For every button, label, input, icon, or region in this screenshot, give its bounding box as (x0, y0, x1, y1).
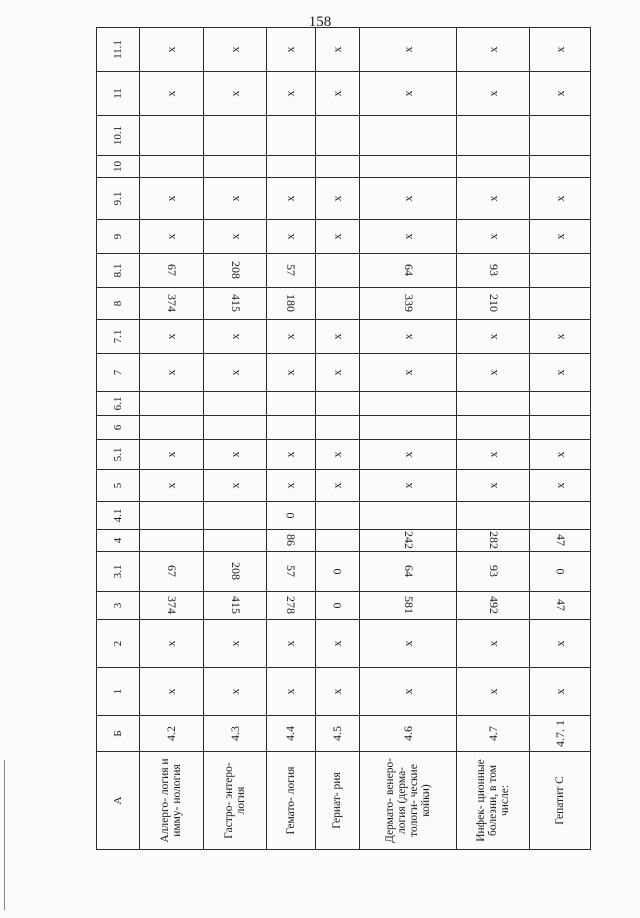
table-cell (360, 470, 457, 502)
table-cell (315, 28, 360, 72)
table-cell (204, 156, 267, 178)
table-cell (530, 668, 591, 716)
cell-value: 581 (401, 596, 416, 615)
column-header: 10 (97, 156, 140, 178)
cell-value: 57 (284, 264, 299, 277)
table-cell (267, 220, 316, 254)
table-cell (139, 156, 204, 178)
table-cell (139, 552, 204, 592)
cell-value: x (400, 451, 415, 458)
column-header: 3.1 (97, 552, 140, 592)
table-cell (457, 288, 530, 320)
statistics-table (96, 27, 591, 850)
table-cell (530, 440, 591, 470)
cell-value: 180 (284, 294, 299, 313)
table-cell (267, 552, 316, 592)
cell-value: x (552, 451, 567, 458)
cell-value: 4.7. 1 (552, 720, 567, 747)
table-cell (315, 288, 360, 320)
table-cell (360, 288, 457, 320)
column-header: А (97, 752, 140, 850)
table-cell (457, 320, 530, 354)
cell-value: x (283, 688, 298, 695)
cell-value: x (283, 233, 298, 240)
table-cell (360, 392, 457, 416)
row-name-cell: Гериат- рия (315, 752, 360, 850)
table-cell (457, 592, 530, 620)
table-cell (530, 354, 591, 392)
column-header: 7.1 (97, 320, 140, 354)
cell-value: x (400, 46, 415, 53)
table-cell (204, 320, 267, 354)
table-cell (360, 552, 457, 592)
table-cell (457, 72, 530, 116)
statistics-table-area (96, 40, 591, 850)
column-header: 5.1 (97, 440, 140, 470)
table-cell (315, 220, 360, 254)
table-cell (360, 530, 457, 552)
column-header: 5 (97, 470, 140, 502)
table-cell (267, 354, 316, 392)
cell-value: x (163, 369, 178, 376)
table-cell (530, 620, 591, 668)
cell-value: x (329, 482, 344, 489)
cell-value: x (552, 482, 567, 489)
cell-value: x (485, 451, 500, 458)
column-header: 11 (97, 72, 140, 116)
table-cell (139, 416, 204, 440)
table-cell (530, 28, 591, 72)
table-cell (204, 178, 267, 220)
cell-value: x (227, 482, 242, 489)
table-cell (530, 116, 591, 156)
table-cell (315, 440, 360, 470)
table-cell (360, 620, 457, 668)
table-cell (457, 620, 530, 668)
table-cell (360, 668, 457, 716)
cell-value: x (485, 333, 500, 340)
table-cell (139, 320, 204, 354)
table-cell (267, 156, 316, 178)
cell-value: x (163, 482, 178, 489)
table-cell (204, 530, 267, 552)
cell-value: x (329, 451, 344, 458)
column-header: 2 (97, 620, 140, 668)
cell-value: 208 (228, 562, 243, 581)
cell-value: x (552, 640, 567, 647)
table-cell (360, 254, 457, 288)
table-cell (267, 116, 316, 156)
table-cell (204, 354, 267, 392)
table-cell (139, 116, 204, 156)
cell-value: x (400, 333, 415, 340)
table-cell (315, 620, 360, 668)
table-cell (315, 552, 360, 592)
table-row (267, 28, 316, 850)
cell-value: x (163, 688, 178, 695)
cell-value: 57 (284, 565, 299, 578)
cell-value: x (485, 90, 500, 97)
cell-value: x (329, 233, 344, 240)
table-cell (530, 716, 591, 752)
table-cell (315, 530, 360, 552)
column-header: 8 (97, 288, 140, 320)
table-cell (267, 416, 316, 440)
cell-value: 47 (553, 599, 568, 612)
cell-value: x (400, 90, 415, 97)
column-header: 10.1 (97, 116, 140, 156)
table-cell (530, 416, 591, 440)
cell-value: 374 (164, 294, 179, 313)
cell-value: x (283, 482, 298, 489)
table-cell (457, 116, 530, 156)
cell-value: x (227, 640, 242, 647)
cell-value: x (552, 46, 567, 53)
table-cell (204, 716, 267, 752)
cell-value: x (227, 451, 242, 458)
table-cell (267, 254, 316, 288)
table-cell (315, 156, 360, 178)
table-cell (530, 288, 591, 320)
cell-value: 415 (228, 294, 243, 313)
table-cell (204, 416, 267, 440)
table-cell (315, 392, 360, 416)
cell-value: x (400, 688, 415, 695)
cell-value: x (227, 90, 242, 97)
cell-value: 67 (164, 565, 179, 578)
cell-value: x (163, 90, 178, 97)
table-cell (204, 254, 267, 288)
table-cell (139, 220, 204, 254)
cell-value: x (552, 369, 567, 376)
table-cell (267, 592, 316, 620)
column-header: 6.1 (97, 392, 140, 416)
column-header: 3 (97, 592, 140, 620)
cell-value: x (485, 482, 500, 489)
cell-value: x (552, 90, 567, 97)
row-name-cell: Дермато- венеро- логия (дерма- тологи- ческие койки) (360, 752, 457, 850)
table-cell (457, 668, 530, 716)
column-header: 6 (97, 416, 140, 440)
table-cell (267, 392, 316, 416)
column-header: 9.1 (97, 178, 140, 220)
cell-value: 4.6 (400, 726, 415, 741)
table-cell (530, 502, 591, 530)
cell-value: 278 (284, 596, 299, 615)
table-cell (139, 440, 204, 470)
row-name-cell: Гастро- энтеро- логия (204, 752, 267, 850)
column-header: 7 (97, 354, 140, 392)
cell-value: x (485, 233, 500, 240)
cell-value: x (329, 195, 344, 202)
table-cell (360, 320, 457, 354)
table-cell (267, 470, 316, 502)
table-cell (457, 392, 530, 416)
cell-value: x (329, 640, 344, 647)
table-row (457, 28, 530, 850)
column-header: 9 (97, 220, 140, 254)
table-cell (315, 470, 360, 502)
table-cell (204, 28, 267, 72)
table-cell (267, 620, 316, 668)
column-header: 8.1 (97, 254, 140, 288)
rotated-table-wrapper (96, 40, 591, 850)
table-cell (204, 220, 267, 254)
table-cell (139, 28, 204, 72)
cell-value: x (227, 195, 242, 202)
cell-value: x (283, 195, 298, 202)
table-cell (315, 668, 360, 716)
table-cell (204, 552, 267, 592)
cell-value: 4.5 (329, 726, 344, 741)
table-cell (530, 156, 591, 178)
table-cell (530, 592, 591, 620)
table-cell (204, 116, 267, 156)
cell-value: 64 (401, 565, 416, 578)
cell-value: x (163, 46, 178, 53)
table-cell (204, 592, 267, 620)
table-cell (457, 28, 530, 72)
cell-value: x (163, 233, 178, 240)
table-cell (139, 254, 204, 288)
cell-value: 415 (228, 596, 243, 615)
cell-value: 4.2 (163, 726, 178, 741)
cell-value: 47 (553, 534, 568, 547)
table-cell (530, 220, 591, 254)
table-cell (204, 668, 267, 716)
table-cell (139, 668, 204, 716)
table-cell (530, 530, 591, 552)
table-cell (139, 620, 204, 668)
table-row (530, 28, 591, 850)
cell-value: 208 (228, 261, 243, 280)
table-cell (204, 502, 267, 530)
table-cell (139, 178, 204, 220)
table-cell (267, 72, 316, 116)
cell-value: x (283, 333, 298, 340)
cell-value: 86 (284, 534, 299, 547)
cell-value: 4.3 (227, 726, 242, 741)
cell-value: x (329, 46, 344, 53)
table-row (204, 28, 267, 850)
table-cell (457, 502, 530, 530)
cell-value: 374 (164, 596, 179, 615)
page-number: 158 (308, 14, 332, 30)
cell-value: x (283, 46, 298, 53)
table-cell (267, 502, 316, 530)
margin-line (4, 760, 5, 910)
table-cell (360, 592, 457, 620)
cell-value: x (163, 451, 178, 458)
table-cell (139, 392, 204, 416)
table-cell (530, 470, 591, 502)
table-cell (360, 178, 457, 220)
table-cell (457, 440, 530, 470)
cell-value: 0 (329, 602, 344, 609)
row-name-cell: Инфек- ционные болезни, в том числе: (457, 752, 530, 850)
table-cell (360, 156, 457, 178)
cell-value: x (552, 688, 567, 695)
cell-value: x (552, 333, 567, 340)
cell-value: x (552, 233, 567, 240)
table-cell (139, 530, 204, 552)
cell-value: 4.4 (283, 726, 298, 741)
table-cell (457, 156, 530, 178)
cell-value: x (227, 46, 242, 53)
cell-value: 0 (329, 568, 344, 575)
table-cell (315, 320, 360, 354)
cell-value: x (329, 90, 344, 97)
table-cell (315, 116, 360, 156)
table-cell (204, 72, 267, 116)
table-cell (267, 288, 316, 320)
cell-value: x (400, 195, 415, 202)
cell-value: x (227, 688, 242, 695)
table-cell (360, 716, 457, 752)
table-cell (139, 354, 204, 392)
cell-value: x (400, 640, 415, 647)
table-cell (360, 440, 457, 470)
row-name-cell: Гемато- логия (267, 752, 316, 850)
table-cell (360, 72, 457, 116)
cell-value: 64 (401, 264, 416, 277)
cell-value: x (329, 369, 344, 376)
cell-value: x (227, 369, 242, 376)
table-cell (315, 502, 360, 530)
table-cell (267, 320, 316, 354)
cell-value: x (485, 369, 500, 376)
cell-value: x (163, 640, 178, 647)
cell-value: x (400, 369, 415, 376)
table-cell (315, 716, 360, 752)
cell-value: 339 (401, 294, 416, 313)
table-cell (267, 178, 316, 220)
column-header: 4.1 (97, 502, 140, 530)
table-cell (457, 354, 530, 392)
table-cell (315, 416, 360, 440)
cell-value: x (485, 46, 500, 53)
table-cell (139, 502, 204, 530)
cell-value: x (283, 369, 298, 376)
cell-value: x (227, 233, 242, 240)
column-header: 11.1 (97, 28, 140, 72)
table-cell (360, 220, 457, 254)
cell-value: x (485, 688, 500, 695)
table-cell (139, 72, 204, 116)
table-cell (530, 72, 591, 116)
column-header: 1 (97, 668, 140, 716)
cell-value: x (227, 333, 242, 340)
table-cell (457, 470, 530, 502)
table-cell (204, 440, 267, 470)
table-cell (530, 320, 591, 354)
table-cell (139, 288, 204, 320)
table-cell (457, 530, 530, 552)
table-cell (267, 440, 316, 470)
table-cell (315, 592, 360, 620)
cell-value: x (329, 333, 344, 340)
cell-value: 0 (552, 568, 567, 575)
row-name-cell: Аллерго- логия и имму- нология (139, 752, 204, 850)
row-name-cell: Гепатит С (530, 752, 591, 850)
cell-value: 210 (486, 294, 501, 313)
table-cell (457, 416, 530, 440)
cell-value: x (485, 640, 500, 647)
table-cell (360, 502, 457, 530)
table-cell (530, 178, 591, 220)
table-cell (360, 28, 457, 72)
table-cell (530, 392, 591, 416)
cell-value: x (552, 195, 567, 202)
table-cell (360, 354, 457, 392)
cell-value: 0 (283, 512, 298, 519)
table-cell (315, 178, 360, 220)
cell-value: 93 (486, 565, 501, 578)
table-cell (457, 220, 530, 254)
table-cell (267, 28, 316, 72)
cell-value: x (485, 195, 500, 202)
table-cell (267, 716, 316, 752)
header-row (97, 28, 140, 850)
cell-value: x (283, 451, 298, 458)
table-cell (315, 254, 360, 288)
table-cell (457, 552, 530, 592)
table-cell (204, 392, 267, 416)
table-cell (457, 716, 530, 752)
table-cell (530, 254, 591, 288)
table-row (315, 28, 360, 850)
cell-value: 242 (401, 531, 416, 550)
cell-value: 67 (164, 264, 179, 277)
table-cell (457, 178, 530, 220)
cell-value: x (163, 195, 178, 202)
table-cell (139, 592, 204, 620)
cell-value: 282 (486, 531, 501, 550)
cell-value: x (329, 688, 344, 695)
table-cell (360, 416, 457, 440)
cell-value: x (283, 90, 298, 97)
column-header: 4 (97, 530, 140, 552)
table-cell (457, 254, 530, 288)
cell-value: x (283, 640, 298, 647)
table-cell (315, 354, 360, 392)
cell-value: 4.7 (485, 726, 500, 741)
cell-value: 93 (486, 264, 501, 277)
table-cell (204, 470, 267, 502)
table-cell (204, 620, 267, 668)
table-cell (530, 552, 591, 592)
table-cell (139, 716, 204, 752)
table-cell (267, 668, 316, 716)
column-header: Б (97, 716, 140, 752)
cell-value: 492 (486, 596, 501, 615)
cell-value: x (163, 333, 178, 340)
table-row (360, 28, 457, 850)
table-cell (267, 530, 316, 552)
cell-value: x (400, 233, 415, 240)
table-row (139, 28, 204, 850)
cell-value: x (400, 482, 415, 489)
table-cell (204, 288, 267, 320)
table-cell (139, 470, 204, 502)
table-cell (315, 72, 360, 116)
table-cell (360, 116, 457, 156)
